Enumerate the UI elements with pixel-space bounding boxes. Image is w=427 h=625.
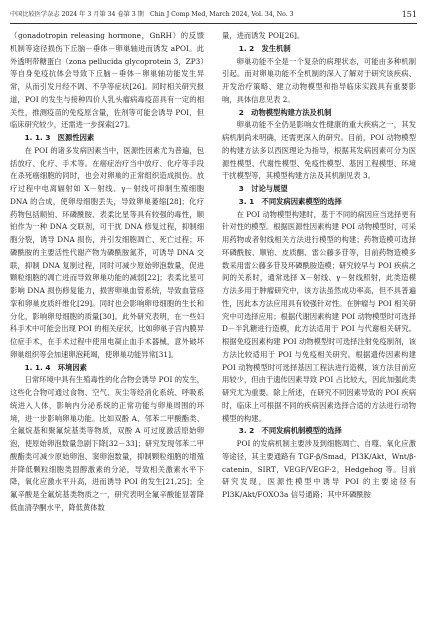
subsection-heading: 3. 2 不同发病机制模型的选择 <box>238 426 342 436</box>
subsection-heading: 3. 1 不同发病因素模型的选择 <box>238 196 342 206</box>
subsection-heading: 1. 1. 3 医源性因素 <box>24 133 95 142</box>
paragraph: 在 POI 动物模型构建时，基于不同的病因应当选择更有针对性的模型。根据医源性因素构建 POI 动物模型时，可采用药物或者射线相关方法进行模型的构建；药物造模可选择环磷酰胺、顺铂、皮质酮、雷公藤多苷等，目前药物造模多数采用雷公藤多苷及环磷酰胺造模；研究较早与 POI 疾病之间的关系时，通常选择 X－射线、γ－射线照射，此类造模方法多用于肿瘤研究中，该方法虽然成功率高，但不具普遍性，因此本方法应用具有较强针对性。在肿瘤与 POI 相关研究中可选择应用；根据代谢因素构建 POI 动物模型时可选择 D－半乳糖进行造模，此方法适用于 POI 与代谢相关研究。根据免疫因素构建 POI 动物模型时可选择注射免疫制剂，该方法比较适用于 POI 与免疫相关研究。根据遗传因素构建 POI 动物模型时可选择基因工程法进行造模，该方法目前应用较少，但由于遗传因素导致 POI 占比较大，因此加强此类研究尤为重要。除上所述，在研究不同因素导致的 POI 疾病时，临床上可根据不同的疾病因素选择合适的方法进行动物模型的构建。 <box>222 209 416 423</box>
running-header <box>10 9 417 20</box>
section-heading: 2 动物模型构建方法及机制 <box>238 107 332 117</box>
left-column <box>10 30 204 620</box>
subsection-heading: 1. 1. 4 环境因素 <box>24 362 87 372</box>
paragraph: 卵巢功能不全仍是影响女性健康的重大疾病之一，其发病机制尚未明确，还需更深入的研究。目前，POI 动物模型的构建方法多以西医理论为指导，根据其发病因素可分为医源性模型、代谢性模型、免疫性模型、基因工程模型、环境干扰模型等，其模型构建方法及其机制见表 3。 <box>222 120 416 181</box>
paragraph: 在 POI 的诸多发病因素当中，医源性因素尤为普遍，包括放疗、化疗、手术等。在癌症治疗当中放疗、化疗等手段在杀死癌细胞的同时，也会对卵巢的正常组织造成损伤。放疗过程中电离辐射如 X－射线、γ－射线可抑制生殖细胞 DNA 的合成，使卵母细胞丢失，导致卵巢萎缩[28]；化疗药物包括顺铂、环磷酰胺、表柔比星等具有较强的毒性，顺铂作为一种 DNA 交联剂，可干扰 DNA 修复过程，抑制细胞分裂，诱导 DNA 损伤，并引发细胞凋亡、死亡过程；环磷酰胺的主要活性代谢产物为磷酰胺氮芥，可诱导 DNA 交联，抑制 DNA 复制过程，同时可减少原始卵泡数量，促进颗粒细胞的凋亡进而导致卵巢功能的减弱[22]；表柔比星可影响 DNA 损伤修复能力，损害卵巢血管系统，导致血管痉挛和卵巢皮质纤维化[29]。同时也会影响卵母细胞的生长和分化，影响卵母细胞的质量[30]。此外研究表明，在一些妇科手术中可能会出现 POI 的相关症状，比如卵巢子宫内膜异位症手术，在手术过程中使用电凝止血手术器械，意外破坏卵巢组织等会加速卵泡耗竭，使卵巢功能异常[31]。 <box>10 145 204 359</box>
section-heading: 3 讨论与展望 <box>238 184 288 193</box>
paragraph: 日常环境中具有生殖毒性的化合物会诱导 POI 的发生，这些化合物可通过食物、空气、灰尘等经消化系统、呼吸系统进入人体，影响内分泌系统的正常功能与卵巢周围的环境，进一步影响卵巢功能。比如双酚 A、邻苯二甲酸酯类、全氟烷基和聚氟烷基类等物质，双酚 A 可过度激活原始卵泡，使原始卵泡数量急剧下降[32－33]；研究发现邻苯二甲酸酯类可减少原始卵泡、窦卵泡数量，抑制颗粒细胞的增殖并降低颗粒细胞类固醇激素的分泌，导致相关激素水平下降，氧化应激水平升高，进而诱导 POI 的发生[21,25]；全氟辛酸是全氟烷基类物质之一，研究表明全氟辛酸能显著降低血清孕酮水平，降低黄体数 <box>10 375 204 512</box>
journal-citation: 中国比较医学杂志 2024 年 3 月第 34 卷第 3 期 Chin J Comp Med, March 2024, Vol. 34, No. 3 <box>10 11 294 18</box>
right-column <box>222 30 416 620</box>
section-heading: 1. 2 发生机制 <box>238 43 291 53</box>
paragraph-continued: （gonadotropin releasing hormone，GnRH）的反馈机制等途径损伤下丘脑－垂体－卵巢轴进而诱发 aPOI。此外透明带糖蛋白（zona pellucida glycoprotein 3，ZP3）等自身免疫抗体会导致下丘脑－垂体－卵巢轴功能发生异常，从而引发月经不调、不孕等症状[26]。同时相关研究报道，POI 的发生与接种四价人乳头瘤病毒疫苗具有一定的相关性，推测疫苗的免疫原含量，佐剂等可能会诱导 POI，但临床研究较少，还需进一步探索[27]。 <box>10 31 204 130</box>
header-rule <box>10 23 417 24</box>
paragraph: 卵巢功能不全是一个复杂的病理状态，可能由多种机制引起。而对卵巢功能不全机制的深入了解对于研究该疾病、开发治疗策略、建立动物模型和指导临床实践具有重要影响，具体信息见表 2。 <box>222 56 416 104</box>
paragraph-continued: 量，进而诱发 POI[26]。 <box>222 31 305 40</box>
page-number: 151 <box>401 10 417 19</box>
paragraph: POI 的发病机制主要涉及到细胞凋亡、自噬、氧化应激等途径，其主要通路有 TGF-β/Smad，PI3K/Akt，Wnt/β-catenin，SIRT，VEGF/VEGF-2，Hedgehog 等。目前研究发现，医源性模型中诱导 POI 的主要途径有 PI3K/Akt/FOXO3a 信号通路；其中环磷酰胺 <box>222 439 416 499</box>
